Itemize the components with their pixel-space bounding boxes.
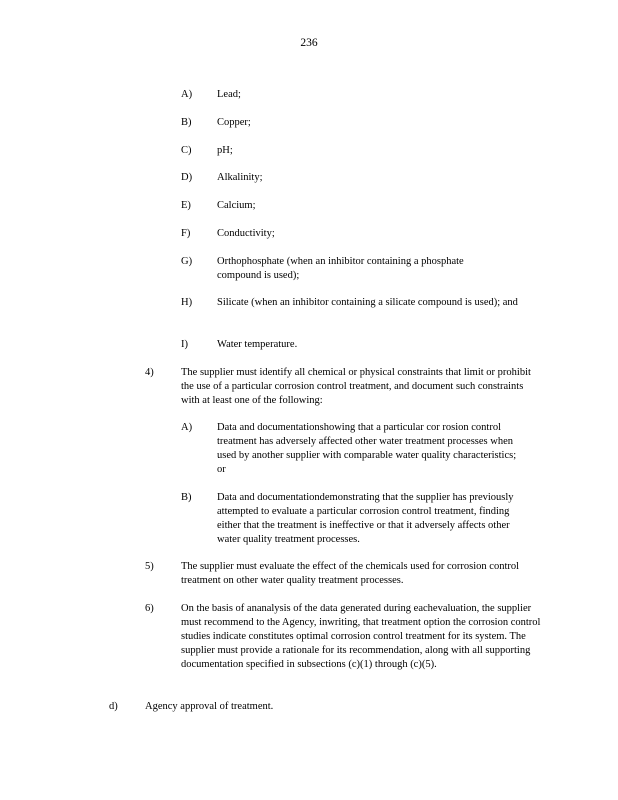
list-text: Data and documentationdemonstrating that the supplier has previously attempted to evaluate a particular corrosion control treatment, finding either that the treatment is ineffective or that it adversely affects other water quality treatment processes. <box>217 492 514 545</box>
list-text: Copper; <box>217 117 251 128</box>
list-text: Conductivity; <box>217 228 275 239</box>
list-marker: I) <box>181 339 188 350</box>
list-text: Alkalinity; <box>217 172 263 183</box>
list-text: Water temperature. <box>217 339 298 350</box>
list-marker: F) <box>181 228 191 239</box>
list-marker: A) <box>181 422 193 433</box>
section-text: Agency approval of treatment. <box>145 701 274 712</box>
list-marker: G) <box>181 256 193 267</box>
paragraph-marker: 5) <box>145 561 154 572</box>
section-marker: d) <box>109 701 118 712</box>
paragraph-text: On the basis of ananalysis of the data generated during eachevaluation, the supplier must recommend to the Agency, inwriting, that treatment option the corrosion control studies indicate constitutes optimal corrosion control treatment for its system. The supplier must provide a rationale for its recommendation, along with all supporting documentation specified in subsections (c)(1) through (c)(5). <box>181 603 541 670</box>
paragraph-marker: 4) <box>145 367 154 378</box>
list-marker: C) <box>181 145 192 156</box>
list-marker: B) <box>181 492 192 503</box>
paragraph-marker: 6) <box>145 603 154 614</box>
list-text: pH; <box>217 145 233 156</box>
list-text: Lead; <box>217 89 241 100</box>
list-marker: A) <box>181 89 193 100</box>
list-text: Data and documentationshowing that a particular cor rosion control treatment has adversely affected other water treatment processes when used by another supplier with comparable water quality characteristics; or <box>217 422 517 475</box>
list-marker: E) <box>181 200 191 211</box>
paragraph-text: The supplier must evaluate the effect of the chemicals used for corrosion control treatment on other water quality treatment processes. <box>181 561 520 586</box>
list-text: Calcium; <box>217 200 256 211</box>
list-text: Silicate (when an inhibitor containing a silicate compound is used); and <box>217 297 518 308</box>
list-marker: B) <box>181 117 192 128</box>
list-marker: D) <box>181 172 193 183</box>
page-number: 236 <box>300 37 318 49</box>
list-marker: H) <box>181 297 193 308</box>
list-text: Orthophosphate (when an inhibitor containing a phosphate compound is used); <box>217 256 464 281</box>
paragraph-text: The supplier must identify all chemical or physical constraints that limit or prohibit the use of a particular corrosion control treatment, and document such constraints with at least one of the following: <box>181 367 531 406</box>
